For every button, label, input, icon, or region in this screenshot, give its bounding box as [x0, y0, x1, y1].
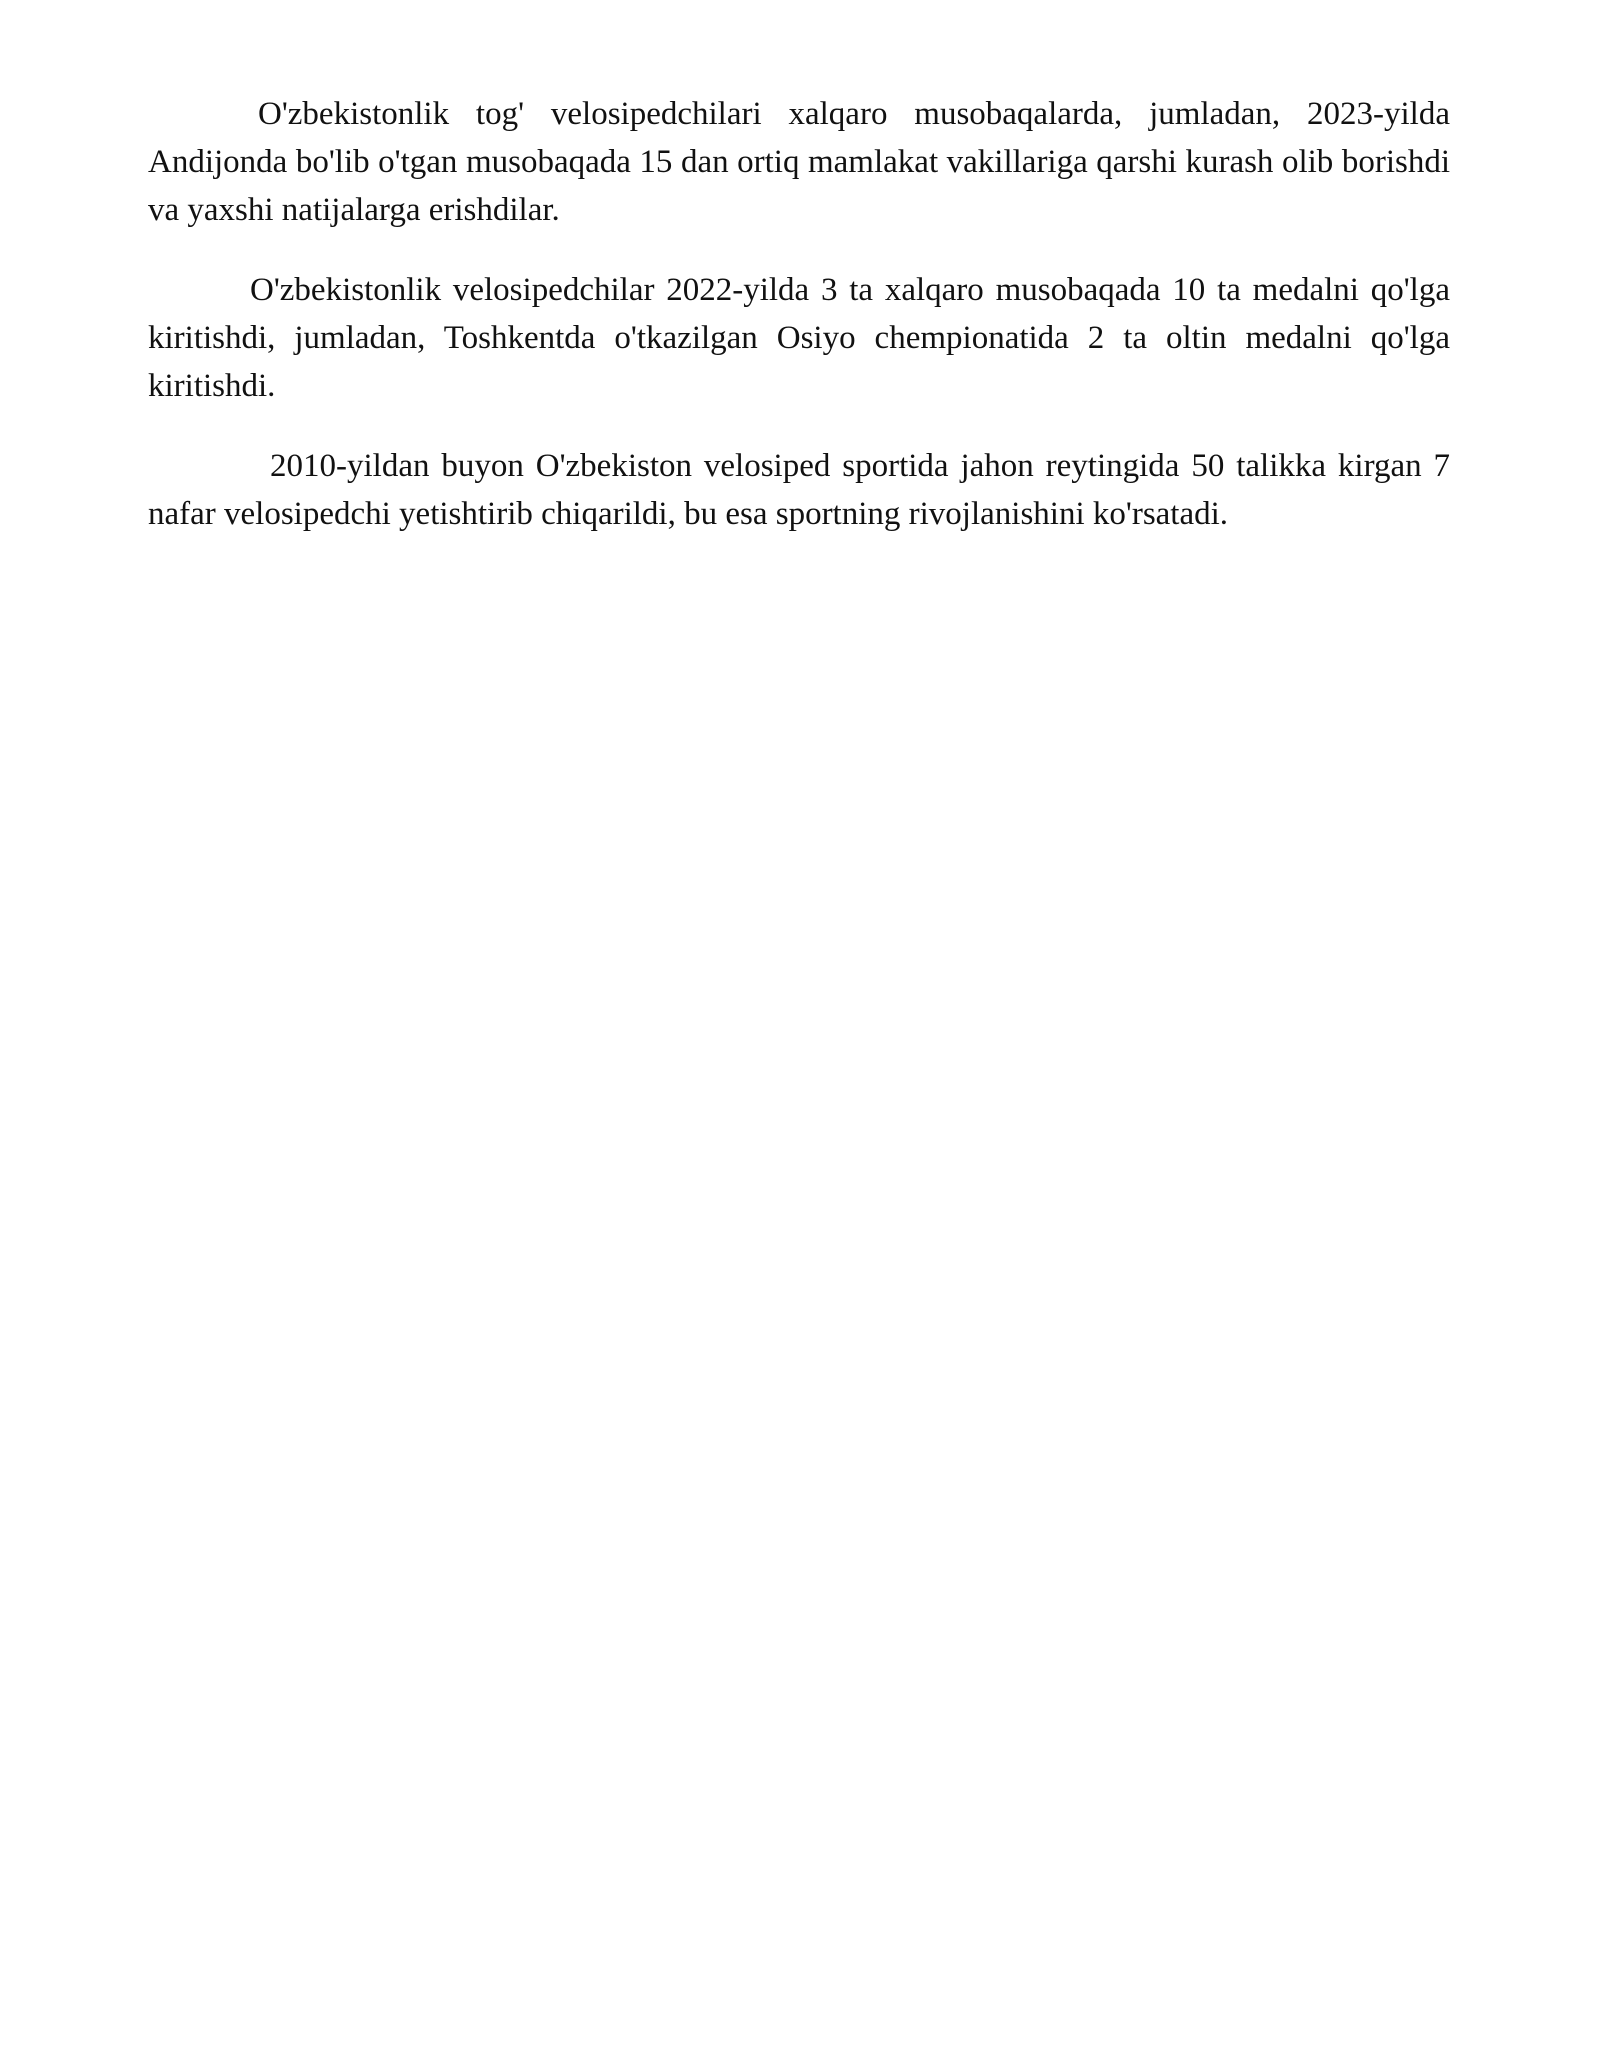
- paragraph-mountain-cyclists: O'zbekistonlik tog' velosipedchilari xalqaro musobaqalarda, jumladan, 2023-yilda Andijonda bo'lib o'tgan musobaqada 15 dan ortiq mamlakat vakillariga qarshi kurash olib borishdi va yaxshi natijalarga erishdilar.: [148, 96, 1450, 228]
- paragraph-medals-2022: O'zbekistonlik velosipedchilar 2022-yilda 3 ta xalqaro musobaqada 10 ta medalni qo'lga kiritishdi, jumladan, Toshkentda o'tkazilgan Osiyo chempionatida 2 ta oltin medalni qo'lga kiritishdi.: [148, 272, 1450, 404]
- document-body: [148, 90, 1450, 570]
- paragraph-world-ranking: 2010-yildan buyon O'zbekiston velosiped sportida jahon reytingida 50 talikka kirgan 7 nafar velosipedchi yetishtirib chiqarildi, bu esa sportning rivojlanishini ko'rsatadi.: [148, 448, 1450, 532]
